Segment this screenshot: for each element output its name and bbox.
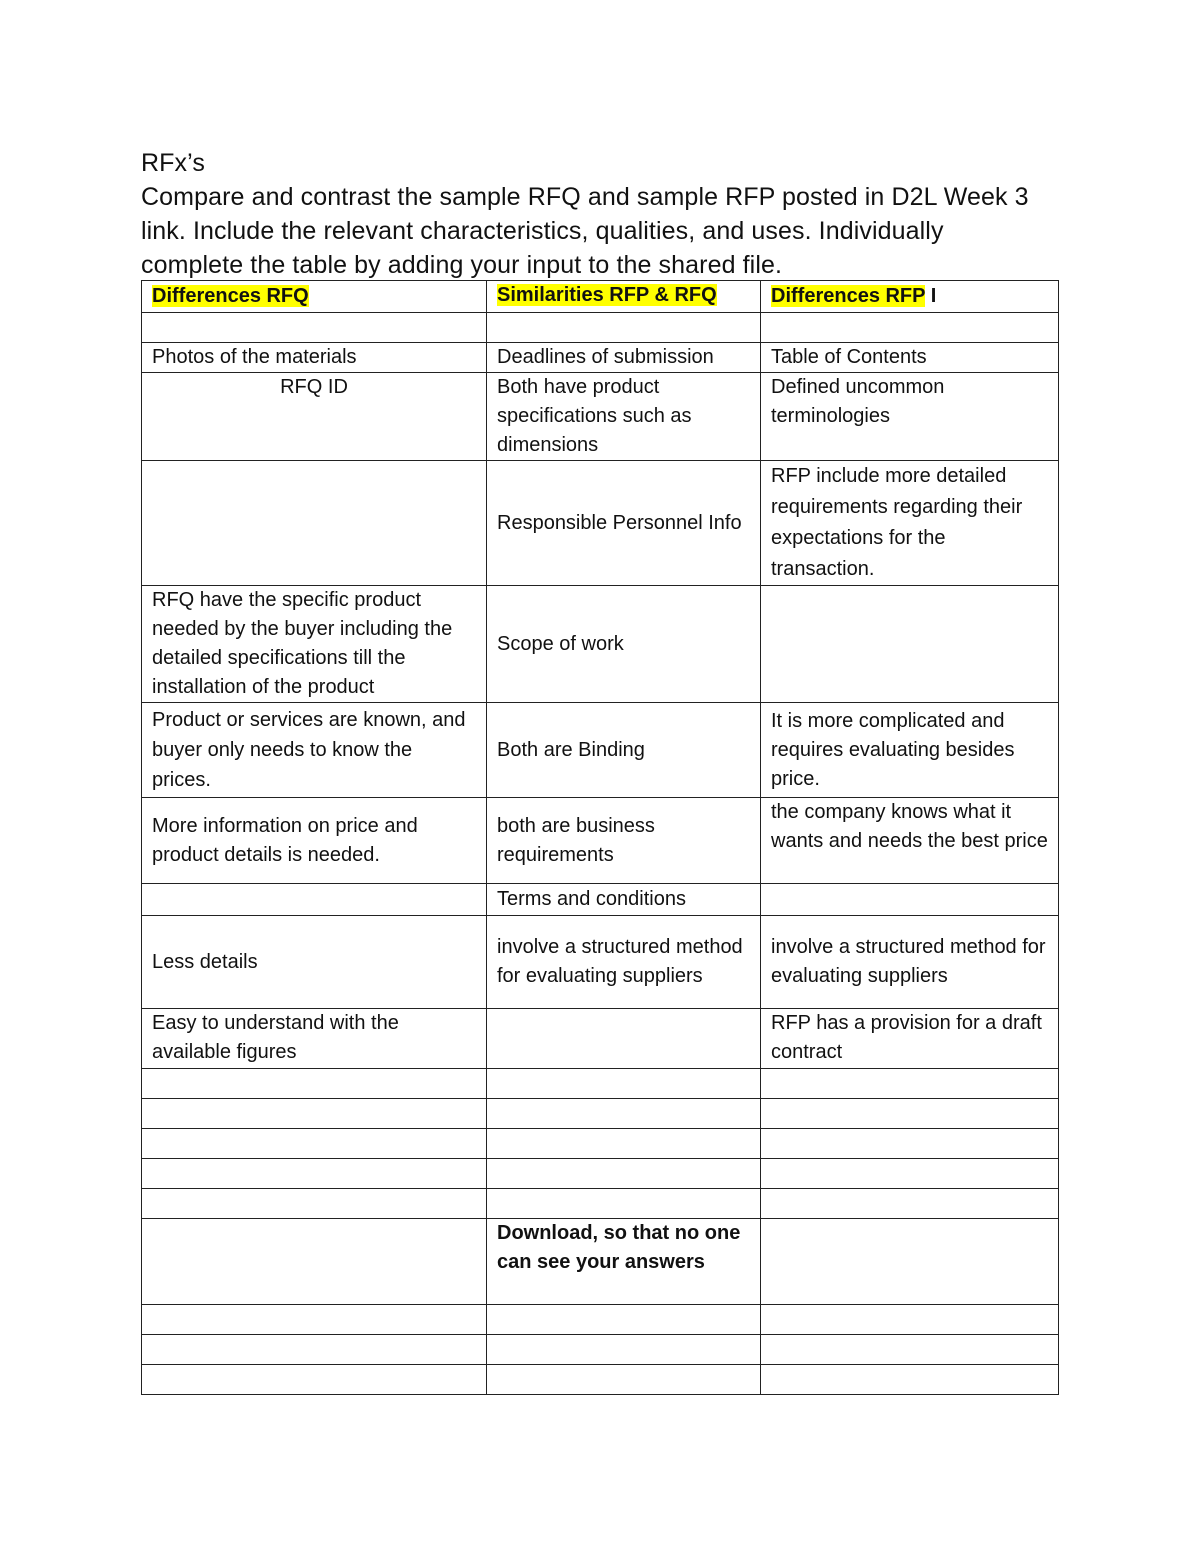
table-cell[interactable]: RFP include more detailed requirements regarding their expectations for the transaction. xyxy=(761,461,1059,586)
table-row xyxy=(142,1335,1059,1365)
table-row xyxy=(142,1189,1059,1219)
table-row xyxy=(142,1305,1059,1335)
table-cell[interactable] xyxy=(761,1305,1059,1335)
table-cell[interactable]: the company knows what it wants and needs the best price xyxy=(761,798,1059,884)
table-cell[interactable] xyxy=(142,313,487,343)
table-cell[interactable] xyxy=(487,1159,761,1189)
table-cell[interactable] xyxy=(487,313,761,343)
table-row xyxy=(142,1099,1059,1129)
header-differences-rfq: Differences RFQ xyxy=(152,285,309,307)
table-row xyxy=(142,916,1059,1009)
table-cell[interactable]: involve a structured method for evaluating suppliers xyxy=(487,916,761,1009)
table-row xyxy=(142,884,1059,916)
table-row xyxy=(142,1129,1059,1159)
header-differences-rfp-suffix: I xyxy=(925,285,937,307)
instructions-line-2: link. Include the relevant characteristics, qualities, and uses. Individually xyxy=(141,217,944,245)
table-cell[interactable]: involve a structured method for evaluating suppliers xyxy=(761,916,1059,1009)
table-cell[interactable]: Responsible Personnel Info xyxy=(487,461,761,586)
table-cell[interactable] xyxy=(142,1099,487,1129)
download-notice-cell[interactable]: Download, so that no one can see your answers xyxy=(487,1219,761,1305)
table-cell[interactable]: Deadlines of submission xyxy=(487,343,761,373)
table-row xyxy=(142,313,1059,343)
table-cell[interactable]: RFQ have the specific product needed by the buyer including the detailed specifications till the installation of the product xyxy=(142,586,487,703)
instructions-line-1: Compare and contrast the sample RFQ and sample RFP posted in D2L Week 3 xyxy=(141,183,1029,211)
table-row xyxy=(142,1009,1059,1069)
table-row xyxy=(142,703,1059,798)
table-cell[interactable] xyxy=(142,1159,487,1189)
table-cell[interactable]: RFQ ID xyxy=(142,373,487,461)
table-cell[interactable] xyxy=(761,1219,1059,1305)
table-cell[interactable] xyxy=(487,1335,761,1365)
table-cell[interactable]: Product or services are known, and buyer only needs to know the prices. xyxy=(142,703,487,798)
header-cell-similarities xyxy=(487,281,761,313)
table-row xyxy=(142,1365,1059,1395)
table-cell[interactable] xyxy=(487,1009,761,1069)
table-cell[interactable] xyxy=(761,586,1059,703)
header-cell-differences-rfq xyxy=(142,281,487,313)
table-cell[interactable] xyxy=(761,1189,1059,1219)
table-cell[interactable] xyxy=(142,1365,487,1395)
table-row xyxy=(142,1159,1059,1189)
table-cell[interactable] xyxy=(142,1129,487,1159)
table-cell[interactable] xyxy=(761,1129,1059,1159)
table-cell[interactable] xyxy=(142,1069,487,1099)
table-cell[interactable]: Easy to understand with the available figures xyxy=(142,1009,487,1069)
table-cell[interactable]: both are business requirements xyxy=(487,798,761,884)
table-cell[interactable]: RFP has a provision for a draft contract xyxy=(761,1009,1059,1069)
table-cell[interactable] xyxy=(142,884,487,916)
table-header-row xyxy=(142,281,1059,313)
table-cell[interactable]: Scope of work xyxy=(487,586,761,703)
table-cell[interactable]: Less details xyxy=(142,916,487,1009)
table-cell[interactable] xyxy=(487,1189,761,1219)
instructions-line-3: complete the table by adding your input to the shared file. xyxy=(141,251,783,279)
table-row xyxy=(142,1069,1059,1099)
table-cell[interactable]: Defined uncommon terminologies xyxy=(761,373,1059,461)
table-cell[interactable] xyxy=(487,1305,761,1335)
table-cell[interactable] xyxy=(142,1305,487,1335)
table-row xyxy=(142,798,1059,884)
table-cell[interactable] xyxy=(487,1099,761,1129)
header-similarities: Similarities RFP & RFQ xyxy=(497,284,717,306)
table-cell[interactable] xyxy=(142,1219,487,1305)
table-cell[interactable]: Both are Binding xyxy=(487,703,761,798)
table-cell[interactable]: Both have product specifications such as dimensions xyxy=(487,373,761,461)
table-cell[interactable] xyxy=(761,884,1059,916)
table-cell[interactable]: Table of Contents xyxy=(761,343,1059,373)
document-title: RFx’s xyxy=(141,149,205,177)
table-cell[interactable] xyxy=(487,1365,761,1395)
table-row xyxy=(142,373,1059,461)
header-cell-differences-rfp xyxy=(761,281,1059,313)
comparison-table xyxy=(141,280,1059,1395)
table-cell[interactable] xyxy=(487,1129,761,1159)
table-cell[interactable] xyxy=(761,313,1059,343)
table-row xyxy=(142,1219,1059,1305)
table-cell[interactable] xyxy=(142,1189,487,1219)
table-cell[interactable] xyxy=(142,461,487,586)
header-differences-rfp: Differences RFP xyxy=(771,285,926,307)
table-cell[interactable] xyxy=(761,1099,1059,1129)
table-cell[interactable]: Terms and conditions xyxy=(487,884,761,916)
table-cell[interactable] xyxy=(487,1069,761,1099)
table-cell[interactable]: More information on price and product details is needed. xyxy=(142,798,487,884)
table-row xyxy=(142,586,1059,703)
heading-block xyxy=(141,146,1071,282)
table-row xyxy=(142,343,1059,373)
table-cell[interactable] xyxy=(761,1159,1059,1189)
table-cell[interactable]: Photos of the materials xyxy=(142,343,487,373)
table-cell[interactable] xyxy=(761,1365,1059,1395)
table-cell[interactable] xyxy=(142,1335,487,1365)
table-cell[interactable]: It is more complicated and requires evaluating besides price. xyxy=(761,703,1059,798)
table-cell[interactable] xyxy=(761,1335,1059,1365)
table-row xyxy=(142,461,1059,586)
table-cell[interactable] xyxy=(761,1069,1059,1099)
